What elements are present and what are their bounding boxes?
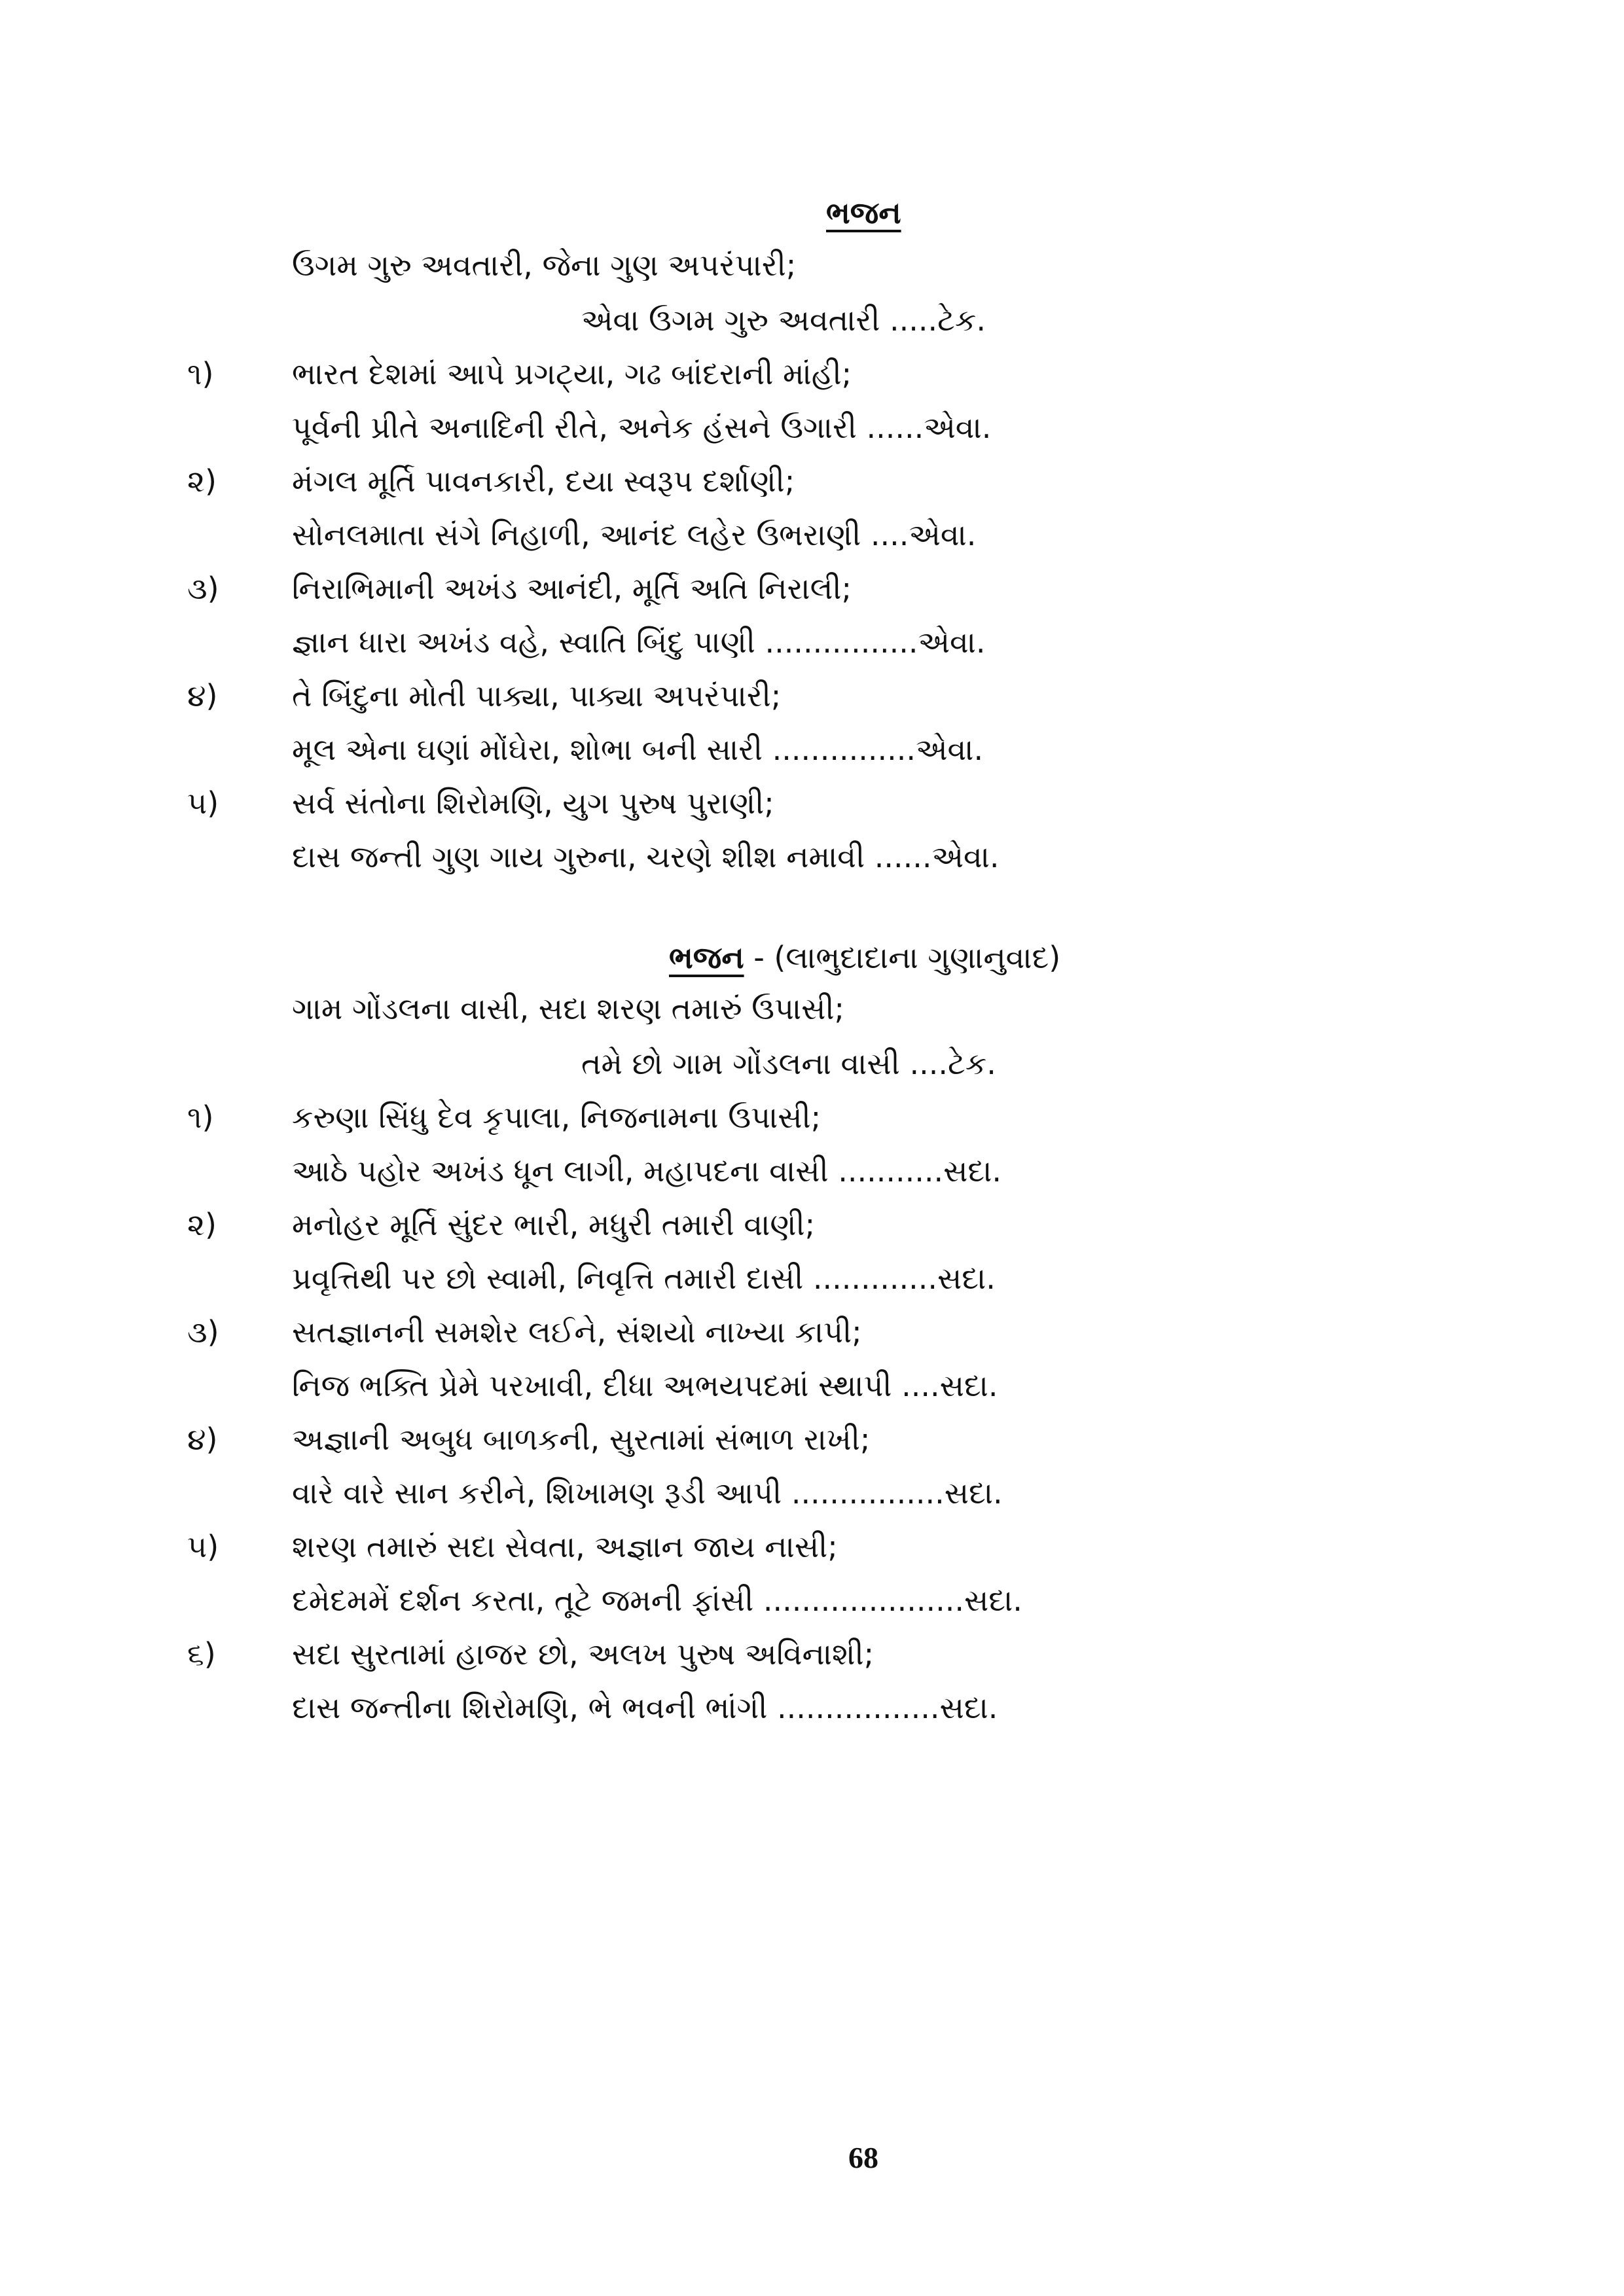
bhajan1-refrain-line1: ઉગમ ગુરુ અવતારી, જેના ગુણ અપરંપારી; <box>292 247 797 283</box>
bhajan1-verse-line: ભારત દેશમાં આપે પ્રગટ્યા, ગઢ બાંદરાની માંહી; <box>292 356 852 391</box>
bhajan1-verse-number: ૩) <box>187 571 219 606</box>
bhajan2-title: ભજન <box>669 940 744 975</box>
bhajan2-verse-line: સદા સુરતામાં હાજર છો, અલખ પુરુષ અવિનાશી; <box>292 1636 875 1672</box>
bhajan2-verse-line: દમેદમમેં દર્શન કરતા, તૂટે જમની ફાંસી .....................સદા. <box>292 1583 1022 1618</box>
bhajan2-verse-line: સતજ્ઞાનની સમશેર લઈને, સંશયો નાખ્યા કાપી; <box>292 1314 862 1350</box>
bhajan1-verse-number: ૨) <box>187 463 217 499</box>
bhajan1-verse-line: મૂલ એના ઘણાં મોંઘેરા, શોભા બની સારી ...............એવા. <box>292 732 984 767</box>
bhajan1-verse-line: દાસ જન્તી ગુણ ગાય ગુરુના, ચરણે શીશ નમાવી ......એવા. <box>292 839 1000 874</box>
bhajan1-verse-line: તે બિંદુના મોતી પાક્યા, પાક્યા અપરંપારી; <box>292 678 782 713</box>
bhajan2-verse-number: ૩) <box>187 1314 219 1350</box>
bhajan2-subtitle: - (લાભુદાદાના ગુણાનુવાદ) <box>744 940 1061 975</box>
bhajan2-verse-number: ૧) <box>187 1100 214 1135</box>
bhajan1-verse-number: ૧) <box>187 356 214 391</box>
bhajan2-verse-line: શરણ તમારું સદા સેવતા, અજ્ઞાન જાય નાસી; <box>292 1529 838 1564</box>
bhajan2-verse-number: ૪) <box>187 1422 218 1457</box>
bhajan1-title: ભજન <box>826 195 901 230</box>
bhajan2-refrain-line2: તમે છો ગામ ગોંડલના વાસી ....ટેક. <box>581 1046 996 1081</box>
bhajan1-verse-line: જ્ઞાન ધારા અખંડ વહે, સ્વાતિ બિંદુ પાણી ................એવા. <box>292 624 986 660</box>
bhajan1-verse-line: સોનલમાતા સંગે નિહાળી, આનંદ લહેર ઉભરાણી ....એવા. <box>292 517 977 552</box>
bhajan2-refrain-line1: ગામ ગોંડલના વાસી, સદા શરણ તમારું ઉપાસી; <box>292 991 845 1026</box>
bhajan1-verse-line: નિરાભિમાની અખંડ આનંદી, મૂર્તિ અતિ નિરાલી; <box>292 571 852 606</box>
bhajan2-verse-line: પ્રવૃત્તિથી પર છો સ્વામી, નિવૃત્તિ તમારી દાસી .............સદા. <box>292 1261 996 1296</box>
bhajan2-verse-line: કરુણા સિંધુ દેવ કૃપાલા, નિજનામના ઉપાસી; <box>292 1100 821 1135</box>
bhajan2-verse-line: વારે વારે સાન કરીને, શિખામણ રૂડી આપી ................સદા. <box>292 1475 1003 1511</box>
bhajan2-verse-line: અજ્ઞાની અબુધ બાળકની, સુરતામાં સંભાળ રાખી; <box>292 1422 871 1457</box>
bhajan1-verse-line: પૂર્વની પ્રીતે અનાદિની રીતે, અનેક હંસને ઉગારી ......એવા. <box>292 410 992 445</box>
bhajan1-verse-line: મંગલ મૂર્તિ પાવનકારી, દયા સ્વરૂપ દર્શાણી; <box>292 463 795 499</box>
bhajan2-verse-line: નિજ ભક્તિ પ્રેમે પરખાવી, દીધા અભયપદમાં સ્થાપી ....સદા. <box>292 1368 998 1403</box>
bhajan1-verse-number: ૫) <box>187 785 219 821</box>
bhajan2-verse-number: ૫) <box>187 1529 219 1564</box>
bhajan1-verse-line: સર્વ સંતોના શિરોમણિ, યુગ પુરુષ પુરાણી; <box>292 785 774 821</box>
bhajan1-refrain-line2: એવા ઉગમ ગુરુ અવતારી .....ટેક. <box>581 302 986 338</box>
bhajan2-verse-line: મનોહર મૂર્તિ સુંદર ભારી, મધુરી તમારી વાણી; <box>292 1207 816 1242</box>
bhajan2-verse-number: ૨) <box>187 1207 217 1242</box>
bhajan2-heading <box>669 942 1060 973</box>
bhajan2-verse-line: આઠે પહોર અખંડ ધૂન લાગી, મહાપદના વાસી ...........સદા. <box>292 1153 1001 1189</box>
page-number: 68 <box>848 2141 878 2174</box>
bhajan1-verse-number: ૪) <box>187 678 218 713</box>
bhajan2-verse-line: દાસ જન્તીના શિરોમણિ, ભે ભવની ભાંગી .................સદા. <box>292 1690 998 1725</box>
bhajan2-verse-number: ૬) <box>187 1636 216 1672</box>
